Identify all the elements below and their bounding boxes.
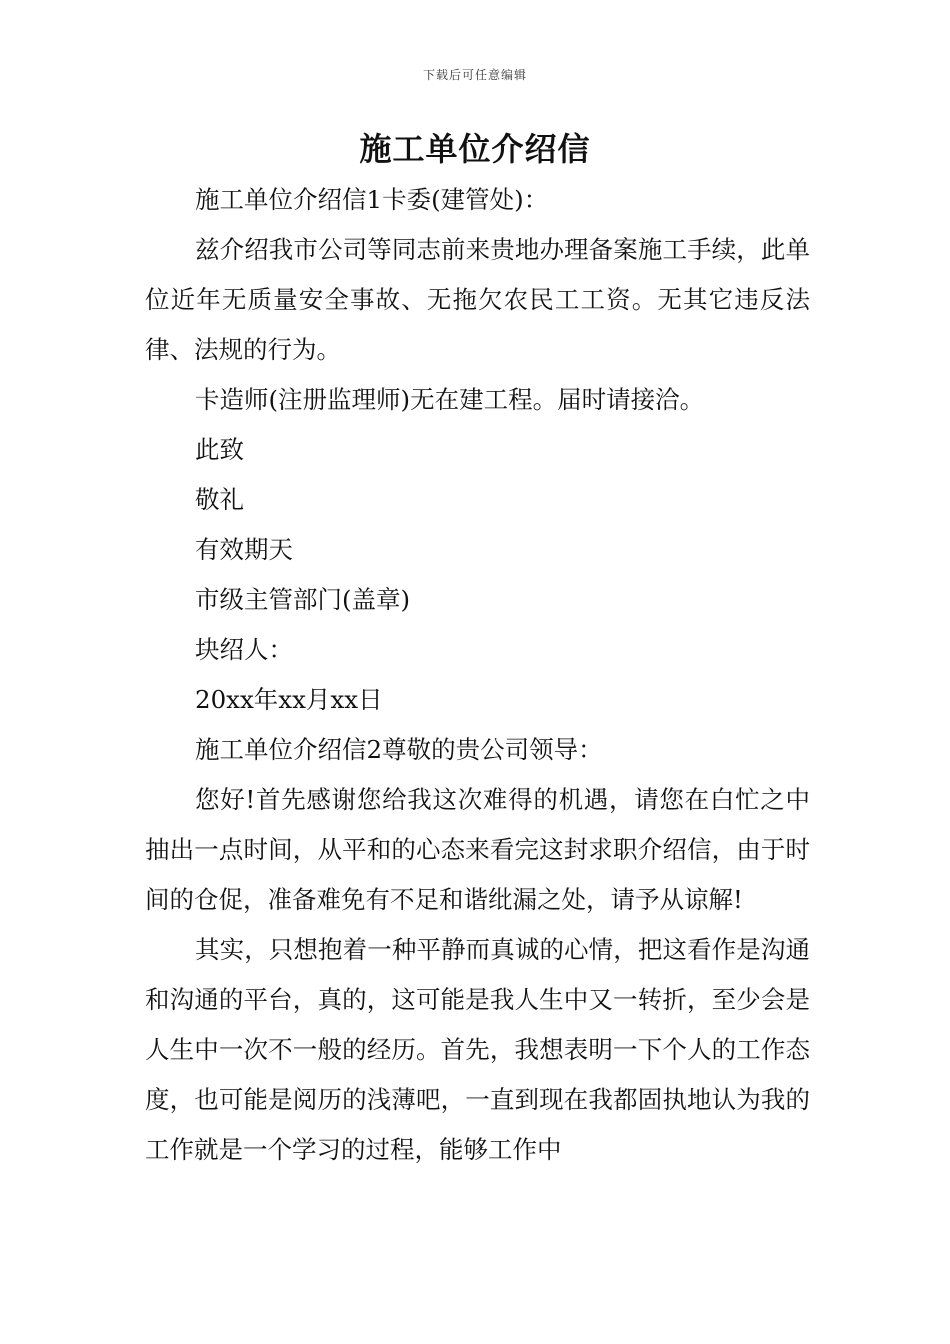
paragraph-validity: 有效期天	[195, 535, 293, 564]
paragraph-regards: 敬礼	[195, 485, 244, 514]
paragraph-salutation: 此致	[195, 435, 244, 464]
header-note: 下载后可任意编辑	[422, 68, 527, 82]
paragraph-greeting: 您好!首先感谢您给我这次难得的机遇，请您在白忙之中抽出一点时间，从平和的心态来看完这封求职介绍信，由于时间的仓促，准备难免有不足和谐纰漏之处，请予从谅解!	[145, 785, 810, 914]
paragraph-introducer: 块绍人：	[195, 635, 293, 664]
paragraph-date: 20xx年xx月xx日	[195, 685, 383, 714]
paragraph-addressee-2: 施工单位介绍信2尊敬的贵公司领导：	[195, 735, 603, 764]
paragraph-department-seal: 市级主管部门(盖章)	[195, 585, 411, 614]
paragraph-addressee-1: 施工单位介绍信1卡委(建管处)：	[195, 185, 549, 214]
document-title: 施工单位介绍信	[359, 130, 591, 168]
paragraph-introduction: 兹介绍我市公司等同志前来贵地办理备案施工手续，此单位近年无质量安全事故、无拖欠农民工工资。无其它违反法律、法规的行为。	[145, 235, 810, 364]
document-body	[145, 175, 810, 1175]
paragraph-no-ongoing-project: 卡造师(注册监理师)无在建工程。届时请接洽。	[195, 385, 705, 414]
paragraph-attitude: 其实，只想抱着一种平静而真诚的心情，把这看作是沟通和沟通的平台，真的，这可能是我人生中又一转折，至少会是人生中一次不一般的经历。首先，我想表明一下个人的工作态度，也可能是阅历的浅薄吧，一直到现在我都固执地认为我的工作就是一个学习的过程，能够工作中	[145, 935, 810, 1164]
